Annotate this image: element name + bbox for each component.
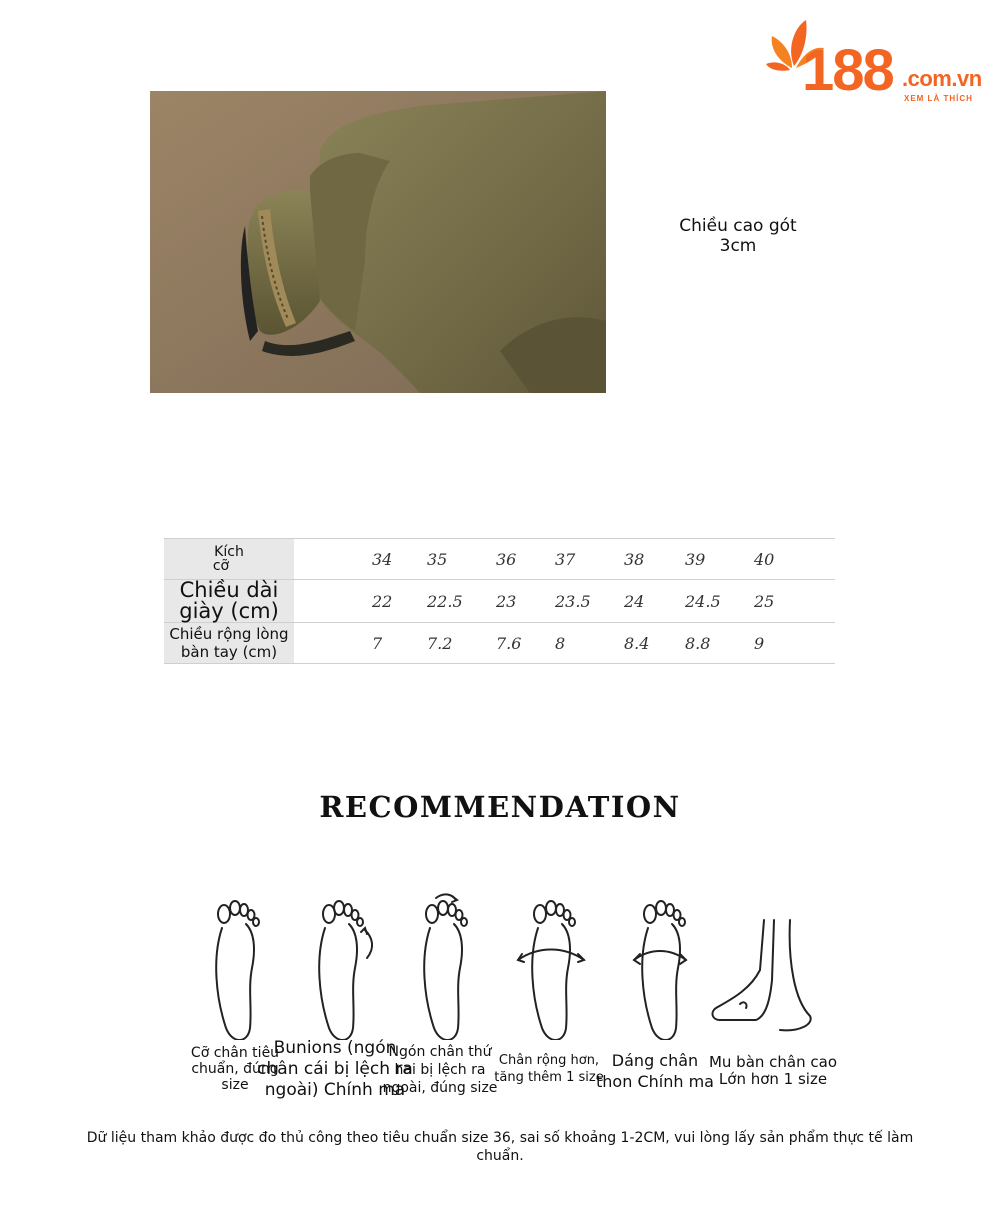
row-header-line: cỡ: [212, 558, 230, 574]
caption-line: ngoài, đúng size: [382, 1080, 498, 1096]
caption-line: Lớn hơn 1 size: [718, 1070, 828, 1088]
table-cell: 8.4: [624, 623, 685, 664]
caption-line: Bunions (ngón: [273, 1038, 397, 1058]
row-header-line: Kích: [214, 544, 244, 560]
table-cell: 8: [555, 623, 624, 664]
table-cell: 25: [754, 580, 835, 623]
caption-line: Cỡ chân tiêu: [190, 1045, 280, 1061]
table-cell: 40: [754, 539, 835, 580]
table-cell: 24: [624, 580, 685, 623]
logo-slogan: XEM LÀ THÍCH: [904, 94, 973, 103]
logo-number: 188: [802, 38, 893, 103]
table-cell: 34: [294, 539, 427, 580]
row-header-size: [164, 539, 294, 580]
row-header-line: Chiều dài: [179, 578, 279, 602]
caption-line: Ngón chân thứ: [388, 1044, 492, 1060]
caption-line: Mu bàn chân cao: [708, 1053, 838, 1071]
table-cell: 7: [294, 623, 427, 664]
caption-line: size: [221, 1077, 249, 1093]
shoe-heel-photo: [150, 91, 606, 393]
caption-line: tăng thêm 1 size: [494, 1070, 604, 1085]
row-header-length: [164, 580, 294, 623]
slim-foot-icon: [634, 901, 686, 1040]
bunion-foot-icon: [319, 901, 372, 1040]
logo-domain: .com.vn: [902, 66, 982, 91]
table-cell: 35: [427, 539, 496, 580]
caption-line: chuẩn, đúng: [191, 1061, 279, 1077]
table-cell: 23.5: [555, 580, 624, 623]
table-cell: 23: [496, 580, 555, 623]
high-instep-foot-icon: [713, 920, 811, 1030]
table-cell: 38: [624, 539, 685, 580]
table-cell: 9: [754, 623, 835, 664]
caption-line: chân cái bị lệch ra: [257, 1059, 413, 1079]
table-cell: 8.8: [685, 623, 754, 664]
table-cell: 7.2: [427, 623, 496, 664]
measurement-note: Dữ liệu tham khảo được đo thủ công theo tiêu chuẩn size 36, sai số khoảng 1-2CM, vui lòng lấy sản phẩm thực tế làm chuẩn.: [86, 1130, 914, 1164]
row-header-line: giày (cm): [179, 599, 279, 623]
table-row-width: [164, 623, 835, 664]
table-cell: 22: [294, 580, 427, 623]
heel-height-title: Chiều cao gót: [679, 216, 797, 236]
heel-height-value: 3cm: [719, 236, 757, 256]
table-cell: 24.5: [685, 580, 754, 623]
caption-line: Chân rộng hơn,: [498, 1053, 600, 1068]
table-cell: 22.5: [427, 580, 496, 623]
foot-illustrations: [180, 880, 840, 1040]
size-table: [164, 538, 835, 664]
row-header-width: [164, 623, 294, 664]
heel-height-label: [660, 216, 816, 256]
caption-high-instep: [700, 1054, 846, 1088]
recommendation-title: RECOMMENDATION: [319, 790, 681, 824]
row-header-line: bàn tay (cm): [180, 643, 278, 661]
table-cell: 37: [555, 539, 624, 580]
table-row-length: [164, 580, 835, 623]
brand-logo[interactable]: [766, 16, 992, 106]
table-cell: 39: [685, 539, 754, 580]
second-toe-foot-icon: [424, 894, 467, 1040]
table-cell: 36: [496, 539, 555, 580]
table-cell: 7.6: [496, 623, 555, 664]
row-header-line: Chiều rộng lòng: [169, 625, 289, 643]
caption-line: hai bị lệch ra: [394, 1062, 486, 1078]
wide-foot-icon: [518, 901, 584, 1040]
caption-line: thon Chính ma: [596, 1072, 714, 1091]
table-row-size: [164, 539, 835, 580]
caption-line: Dáng chân: [611, 1051, 699, 1070]
caption-line: ngoài) Chính ma: [264, 1080, 406, 1100]
standard-foot-icon: [216, 901, 259, 1040]
